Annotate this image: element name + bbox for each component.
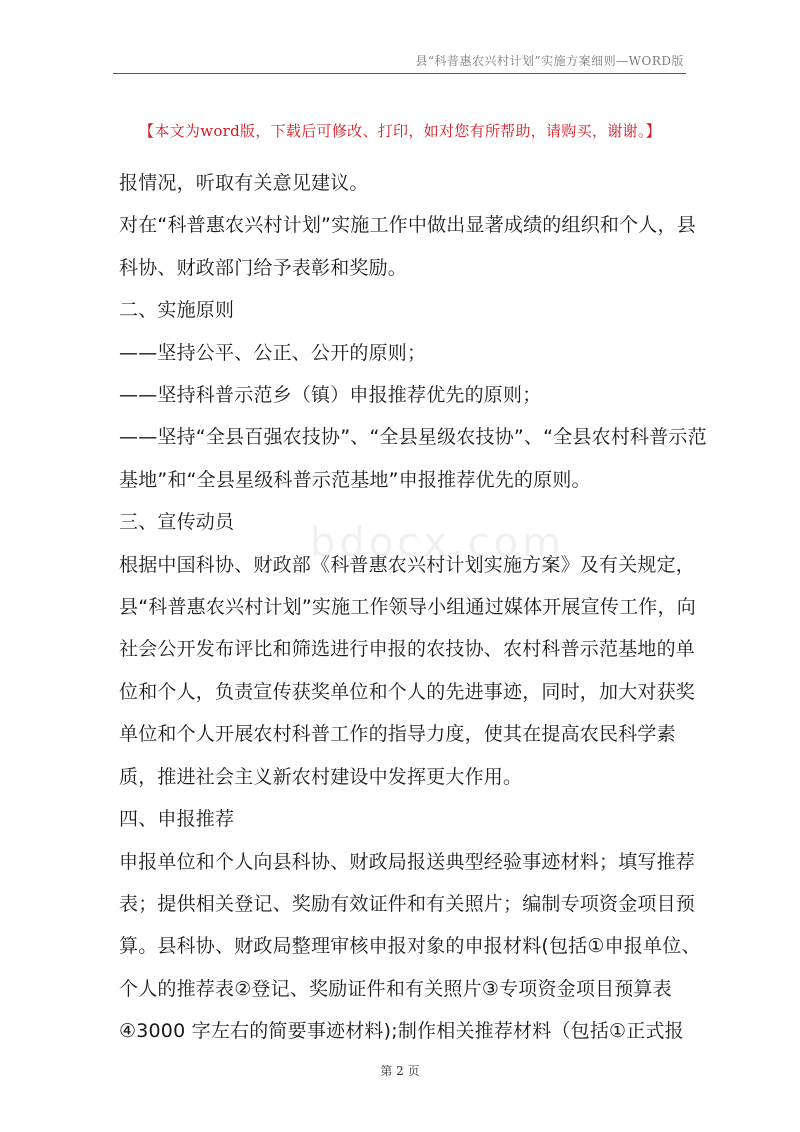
body-line: ——坚持“全县百强农技协”、“全县星级农技协”、“全县农村科普示范 [119,426,707,449]
body-line: 根据中国科协、财政部《科普惠农兴村计划实施方案》及有关规定， [119,553,696,576]
body-line: 科协、财政部门给予表彰和奖励。 [119,256,408,279]
page-header-title: 县“科普惠农兴村计划”实施方案细则—WORD版 [415,54,684,68]
purchase-notice: 【本文为word版，下载后可修改、打印，如对您有所帮助，请购买，谢谢。】 [139,122,661,140]
body-line: 报情况，听取有关意见建议。 [119,172,369,194]
body-line: 表；提供相关登记、奖励有效证件和有关照片；编制专项资金项目预 [119,892,696,915]
body-line: 基地”和“全县星级科普示范基地”申报推荐优先的原则。 [119,468,591,491]
body-line: ④3000 字左右的简要事迹材料);制作相关推荐材料（包括①正式报 [119,1020,684,1043]
body-line: ——坚持科普示范乡（镇）申报推荐优先的原则； [119,384,542,407]
body-line: 县“科普惠农兴村计划”实施工作领导小组通过媒体开展宣传工作，向 [119,596,696,619]
body-line: 对在“科普惠农兴村计划”实施工作中做出显著成绩的组织和个人，县 [119,214,696,237]
body-line: 位和个人，负责宣传获奖单位和个人的先进事迹，同时，加大对获奖 [119,680,696,703]
section-heading: 二、实施原则 [119,299,235,322]
section-heading: 三、宣传动员 [119,511,235,534]
body-line: 社会公开发布评比和筛选进行申报的农技协、农村科普示范基地的单 [119,638,696,661]
header-divider [113,73,686,74]
section-heading: 四、申报推荐 [119,808,235,831]
body-line: ——坚持公平、公正、公开的原则； [119,341,427,364]
body-line: 个人的推荐表②登记、奖励证件和有关照片③专项资金项目预算表 [119,977,672,1000]
body-line: 单位和个人开展农村科普工作的指导力度，使其在提高农民科学素 [119,723,676,746]
body-line: 申报单位和个人向县科协、财政局报送典型经验事迹材料；填写推荐 [119,850,696,873]
watermark: bdocx.com [310,520,566,566]
body-line: 质，推进社会主义新农村建设中发挥更大作用。 [119,765,523,788]
body-line: 算。县科协、财政局整理审核申报对象的申报材料(包括①申报单位、 [119,935,701,958]
document-body [119,162,707,1053]
page-number: 第 2 页 [380,1064,420,1078]
